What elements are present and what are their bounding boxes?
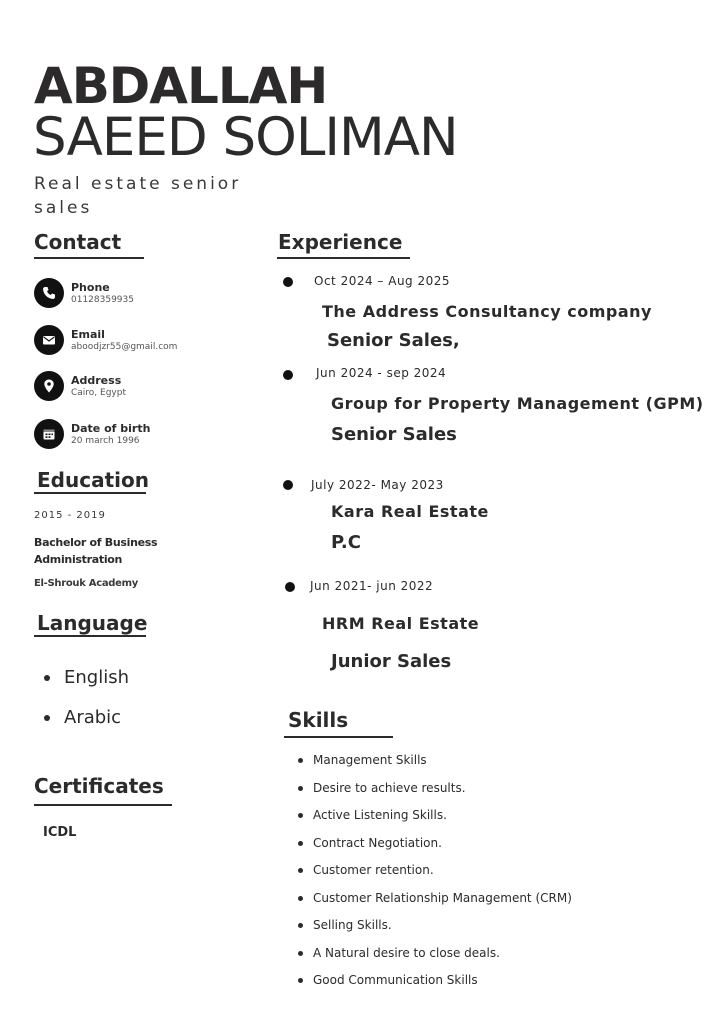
phone-label: Phone (71, 280, 110, 294)
address-value: Cairo, Egypt (71, 387, 126, 398)
contact-email (34, 325, 177, 355)
experience-company: The Address Consultancy company (322, 302, 652, 321)
dob-value: 20 march 1996 (71, 435, 140, 446)
experience-date: July 2022- May 2023 (311, 478, 444, 492)
list-item: Customer retention. (298, 857, 572, 885)
contact-heading: Contact (34, 230, 122, 254)
phone-value: 01128359935 (71, 294, 134, 305)
list-item: Active Listening Skills. (298, 802, 572, 830)
email-value: aboodjzr55@gmail.com (71, 341, 178, 352)
list-item: Good Communication Skills (298, 967, 572, 995)
list-item: Contract Negotiation. (298, 830, 572, 858)
last-name: SAEED SOLIMAN (33, 107, 458, 168)
location-icon (34, 371, 64, 401)
email-icon (34, 325, 64, 355)
certificate-item: ICDL (43, 825, 77, 840)
certificates-divider (34, 804, 172, 806)
certificates-heading: Certificates (34, 774, 164, 798)
list-item: Desire to achieve results. (298, 775, 572, 803)
experience-role: Junior Sales (331, 651, 452, 672)
skills-heading: Skills (288, 708, 349, 732)
address-label: Address (71, 373, 122, 387)
language-list (44, 658, 129, 738)
experience-company: HRM Real Estate (322, 614, 480, 633)
list-item: A Natural desire to close deals. (298, 940, 572, 968)
experience-date: Jun 2024 - sep 2024 (316, 366, 447, 380)
skills-list (298, 747, 572, 995)
phone-icon (34, 278, 64, 308)
timeline-bullet (283, 277, 293, 287)
education-years: 2015 - 2019 (34, 510, 106, 521)
experience-role: Senior Sales (331, 424, 457, 445)
language-divider (34, 635, 146, 637)
timeline-bullet (283, 370, 293, 380)
education-degree: Bachelor of Business Administration (34, 536, 158, 566)
contact-address (34, 371, 126, 401)
experience-company: Kara Real Estate (331, 502, 489, 521)
job-title: Real estate senior sales (34, 174, 242, 218)
contact-phone (34, 278, 134, 308)
first-name: ABDALLAH (34, 57, 328, 115)
education-divider (34, 492, 146, 494)
language-heading: Language (37, 611, 148, 635)
list-item: Management Skills (298, 747, 572, 775)
experience-role: Senior Sales, (327, 330, 460, 351)
education-heading: Education (37, 468, 149, 492)
timeline-bullet (285, 582, 295, 592)
contact-dob (34, 419, 150, 449)
experience-company: Group for Property Management (GPM) (331, 394, 704, 413)
list-item: Arabic (44, 698, 129, 738)
timeline-bullet (283, 480, 293, 490)
experience-date: Jun 2021- jun 2022 (310, 579, 434, 593)
education-school: El-Shrouk Academy (34, 578, 138, 589)
dob-label: Date of birth (71, 421, 151, 435)
contact-divider (34, 257, 144, 259)
experience-heading: Experience (278, 230, 403, 254)
experience-role: P.C (331, 532, 361, 553)
list-item: Selling Skills. (298, 912, 572, 940)
experience-divider (277, 257, 410, 259)
experience-date: Oct 2024 – Aug 2025 (314, 274, 451, 288)
email-label: Email (71, 327, 105, 341)
list-item: English (44, 658, 129, 698)
calendar-icon (34, 419, 64, 449)
skills-divider (284, 736, 393, 738)
list-item: Customer Relationship Management (CRM) (298, 885, 572, 913)
